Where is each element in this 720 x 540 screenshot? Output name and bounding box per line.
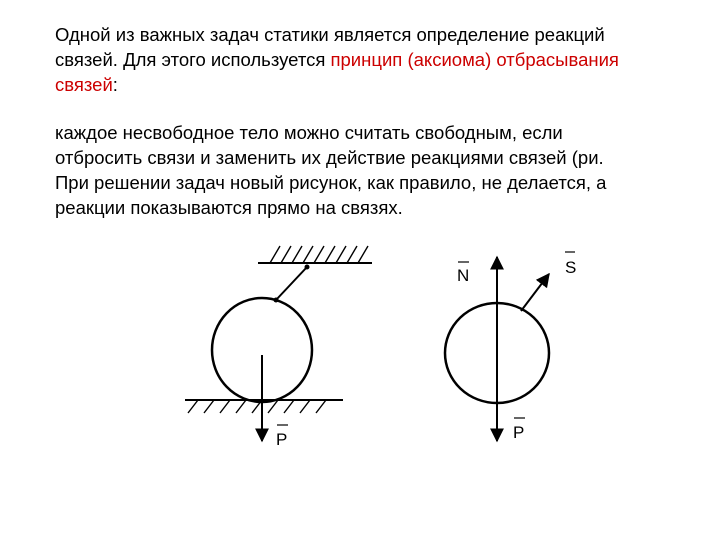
intro-colon: :	[112, 74, 118, 95]
right-weight-label: P	[513, 423, 525, 442]
principle-line-4: реакции показываются прямо на связях.	[55, 197, 403, 218]
principle-name-highlight: принцип (аксиома) отбрасывания	[330, 49, 619, 70]
principle-line-3: При решении задач новый рисунок, как правило, не делается, а	[55, 172, 607, 193]
rope-attach-point	[305, 265, 310, 270]
ceiling-hatching	[270, 246, 368, 263]
intro-line-2-text: связей. Для этого используется	[55, 49, 331, 70]
left-weight-label: P	[276, 430, 288, 449]
principle-line-2: отбросить связи и заменить их действие реакциями связей (ри.	[55, 147, 604, 168]
tension-reaction-label: S	[565, 258, 577, 277]
left-constrained-body	[185, 246, 372, 449]
principle-name-highlight-end: связей	[55, 74, 113, 95]
intro-line-1: Одной из важных задач статики является определение реакций	[55, 24, 605, 45]
tension-reaction-arrow	[521, 274, 549, 311]
principle-line-1: каждое несвободное тело можно считать свободным, если	[55, 122, 563, 143]
right-free-body	[445, 252, 576, 442]
normal-reaction-label: N	[457, 266, 470, 285]
rope-link	[276, 267, 307, 300]
